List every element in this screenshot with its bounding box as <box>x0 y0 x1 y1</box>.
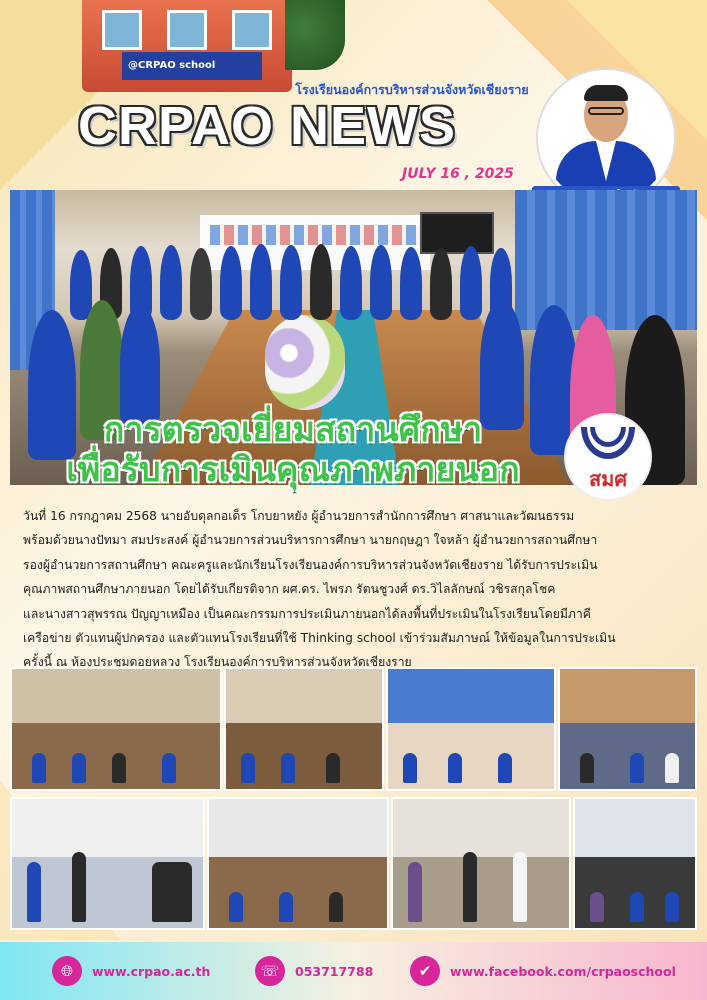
photo-person <box>430 248 452 320</box>
article-line: วันที่ 16 กรกฎาคม 2568 นายอับดุลกอเด็ร โกบยาหยัง ผู้อำนวยการสำนักการศึกษา ศาสนาและวัฒนธรรม <box>23 509 575 523</box>
issue-date: JULY 16 , 2025 <box>402 166 514 182</box>
school-building-photo <box>82 0 292 92</box>
article-line: รองผู้อำนวยการสถานศึกษา คณะครูและนักเรียนโรงเรียนองค์การบริหารส่วนจังหวัดเชียงราย ได้รับการประเมิน <box>23 557 598 572</box>
gallery-photo <box>386 667 556 791</box>
photo-person <box>460 246 482 320</box>
photo-person <box>220 246 242 320</box>
building-window <box>232 10 272 50</box>
building-window <box>102 10 142 50</box>
article-line: ครั้งนี้ ณ ห้องประชุมดอยหลวง โรงเรียนองค์การบริหารส่วนจังหวัดเชียงราย <box>23 655 412 670</box>
website-link[interactable]: www.crpao.ac.th <box>92 963 211 979</box>
gallery-photo <box>10 667 222 791</box>
article-line: เครือข่าย ตัวแทนผู้ปกครอง และตัวแทนโรงเรียนที่ใช้ Thinking school เข้าร่วมสัมภาษณ์ ให้ข้อมูลในการประเมิน <box>23 631 616 646</box>
photo-curtain <box>515 190 697 330</box>
footer-bar <box>0 942 707 1000</box>
photo-flowers <box>265 315 345 410</box>
gallery-photo <box>10 797 205 930</box>
footer-website[interactable] <box>52 956 210 986</box>
photo-person <box>190 248 212 320</box>
photo-person <box>310 244 332 320</box>
trees-photo <box>285 0 345 70</box>
logo-text: สมศ <box>588 467 628 491</box>
gallery-photo <box>391 797 571 930</box>
photo-screen <box>420 212 494 254</box>
phone-icon: ☏ <box>255 956 285 986</box>
article-line: และนางสาวสุพรรณ ปัญญาเหมือง เป็นคณะกรรมการประเมินภายนอกได้ลงพื้นที่ประเมินในโรงเรียนโดยมีภาคี <box>23 606 591 621</box>
photo-person <box>280 245 302 320</box>
building-window <box>167 10 207 50</box>
facebook-link[interactable]: www.facebook.com/crpaoschool <box>450 963 676 979</box>
portrait-hair <box>584 85 628 101</box>
photo-person <box>70 250 92 320</box>
headline <box>38 410 548 490</box>
photo-person <box>400 247 422 320</box>
article-line: คุณภาพสถานศึกษาภายนอก โดยได้รับเกียรติจาก ผศ.ดร. ไพรภ รัตนชูวงศ์ ดร.วิไลลักษณ์ วชิรสกุลโชค <box>23 582 556 597</box>
photo-person <box>340 246 362 320</box>
footer-phone[interactable] <box>255 956 373 986</box>
article-body <box>23 504 689 675</box>
photo-person <box>370 245 392 320</box>
photo-person <box>160 245 182 320</box>
gallery-photo <box>224 667 384 791</box>
school-name: โรงเรียนองค์การบริหารส่วนจังหวัดเชียงราย <box>295 82 529 97</box>
photo-person <box>120 305 160 425</box>
globe-icon: 🌐︎ <box>52 956 82 986</box>
footer-facebook[interactable] <box>410 956 676 986</box>
article-line: พร้อมด้วยนางปัทมา สมประสงค์ ผู้อำนวยการส่วนบริหารการศึกษา นายกฤษฎา ใจหล้า ผู้อำนวยการสถานศึกษา <box>23 533 598 548</box>
building-sign: @CRPAO school <box>122 52 262 80</box>
photo-person <box>250 244 272 320</box>
headline-line2: เพื่อรับการเมินคุณภาพภายนอก <box>66 450 520 490</box>
gallery-photo <box>207 797 389 930</box>
photo-banner-logos <box>210 225 420 245</box>
onesqa-logo <box>566 415 650 499</box>
phone-number[interactable]: 053717788 <box>295 963 374 979</box>
gallery-photo <box>573 797 697 930</box>
newsletter-title: CRPAO NEWS <box>78 96 457 156</box>
headline-line1: การตรวจเยี่ยมสถานศึกษา <box>103 410 483 450</box>
portrait-glasses <box>588 107 624 115</box>
thumbs-up-icon: ✔ <box>410 956 440 986</box>
gallery-photo <box>558 667 697 791</box>
